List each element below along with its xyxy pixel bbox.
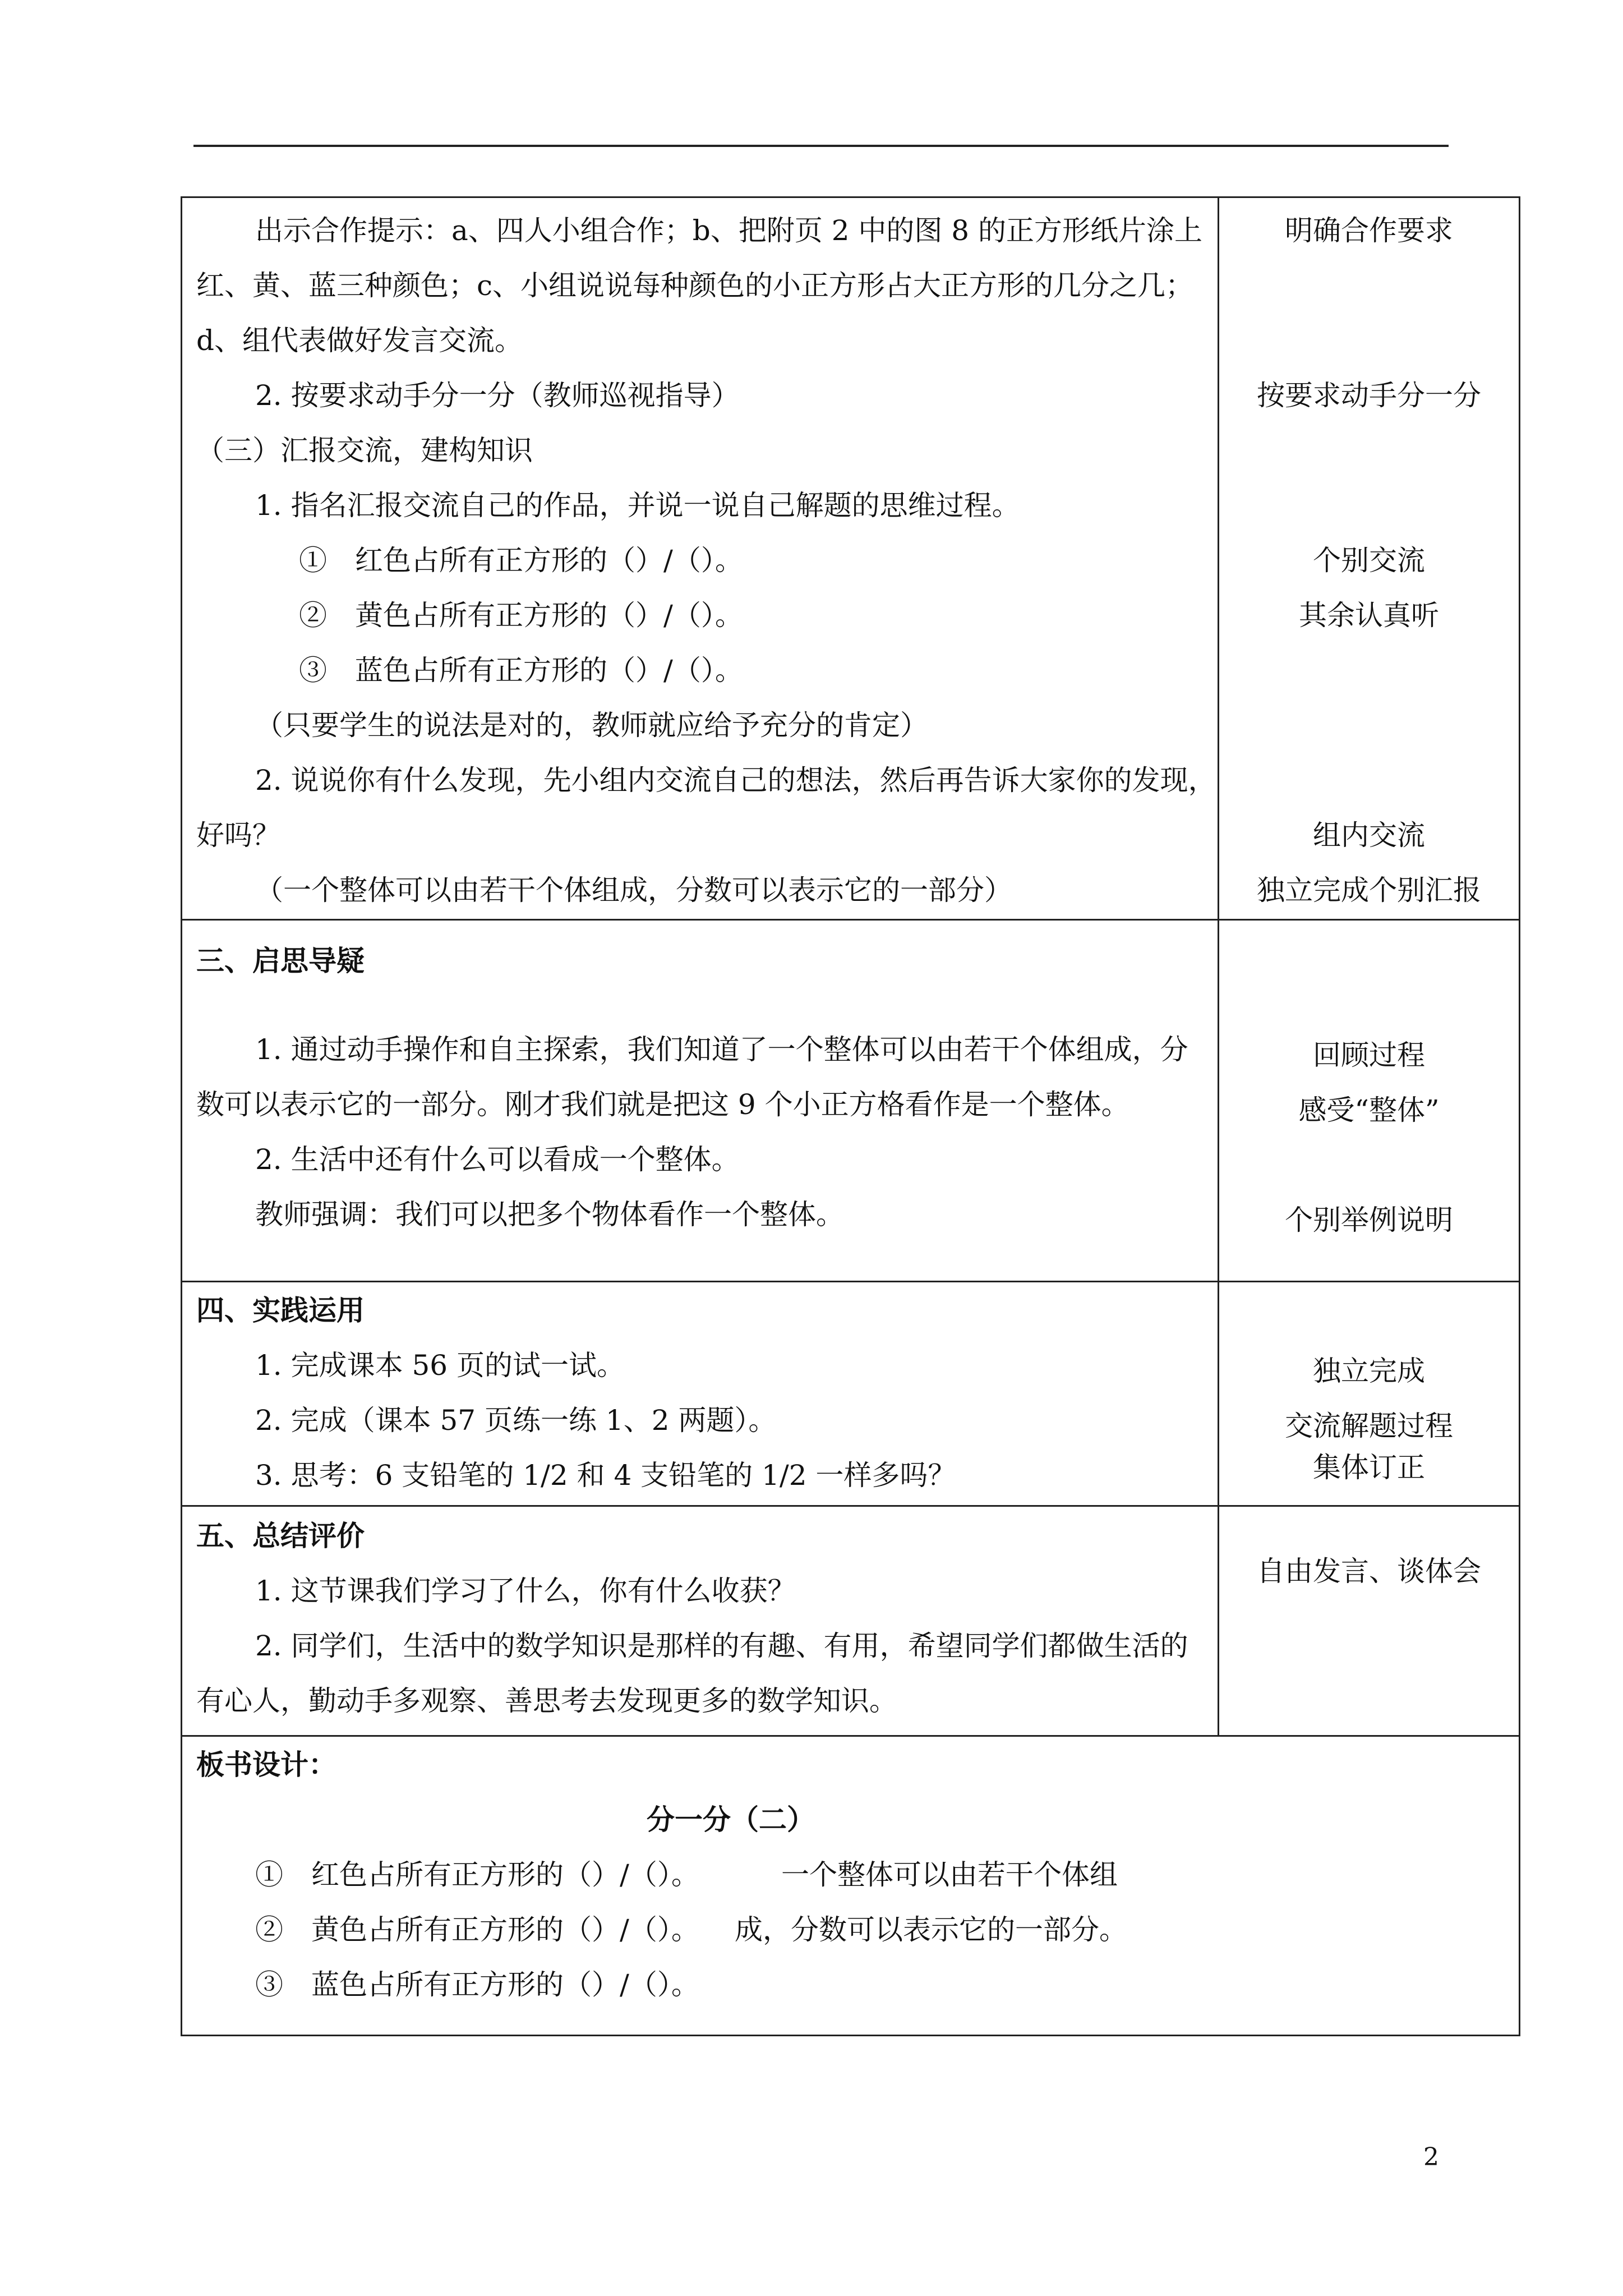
board-item: ① 红色占所有正方形的（）/（）。 — [255, 1858, 699, 1891]
activity-line: 组内交流 — [1313, 819, 1425, 852]
content-line: 红、黄、蓝三种颜色；c、小组说说每种颜色的小正方形占大正方形的几分之几； — [196, 269, 1194, 302]
activity-line: 按要求动手分一分 — [1257, 379, 1481, 412]
content-line: （一个整体可以由若干个体组成，分数可以表示它的一部分） — [255, 874, 1012, 907]
content-line: 3. 思考：6 支铅笔的 1/2 和 4 支铅笔的 1/2 一样多吗？ — [255, 1459, 956, 1492]
row-summary-content — [182, 1507, 1219, 1735]
activity-line: 感受“整体” — [1298, 1094, 1440, 1126]
activity-line: 其余认真听 — [1299, 599, 1439, 632]
activity-line: 个别举例说明 — [1285, 1204, 1453, 1236]
activity-line: 个别交流 — [1313, 544, 1425, 577]
content-line: ② 黄色占所有正方形的（）/（）。 — [299, 599, 743, 632]
row-cooperation — [182, 198, 1519, 919]
row-practice-activity — [1219, 1282, 1519, 1505]
content-line: 2. 生活中还有什么可以看成一个整体。 — [255, 1143, 740, 1176]
section-subheading: （三）汇报交流，建构知识 — [196, 434, 533, 467]
content-line: 1. 完成课本 56 页的试一试。 — [255, 1349, 625, 1382]
content-line: 1. 通过动手操作和自主探索，我们知道了一个整体可以由若干个体组成，分 — [255, 1033, 1188, 1066]
row-cooperation-content — [182, 198, 1219, 919]
board-design — [182, 1737, 1519, 2035]
content-line: 1. 指名汇报交流自己的作品，并说一说自己解题的思维过程。 — [255, 489, 1020, 522]
activity-line: 集体订正 — [1313, 1451, 1425, 1484]
board-item: ③ 蓝色占所有正方形的（）/（）。 — [255, 1968, 699, 2001]
row-cooperation-activity — [1219, 198, 1519, 919]
section-heading: 五、总结评价 — [196, 1519, 365, 1552]
section-heading: 三、启思导疑 — [196, 944, 365, 977]
board-summary-line: 一个整体可以由若干个体组 — [781, 1858, 1118, 1891]
row-guidance-activity — [1219, 921, 1519, 1281]
row-summary-activity — [1219, 1507, 1519, 1735]
row-summary — [182, 1505, 1519, 1735]
activity-line: 独立完成 — [1313, 1355, 1425, 1387]
row-practice-content — [182, 1282, 1219, 1505]
content-line: 1. 这节课我们学习了什么，你有什么收获？ — [255, 1575, 796, 1607]
activity-line: 回顾过程 — [1313, 1039, 1425, 1071]
content-line: 好吗？ — [196, 819, 280, 852]
content-line: 出示合作提示：a、四人小组合作；b、把附页 2 中的图 8 的正方形纸片涂上 — [255, 214, 1203, 247]
row-practice — [182, 1281, 1519, 1505]
content-line: 2. 按要求动手分一分（教师巡视指导） — [255, 379, 740, 412]
row-guidance — [182, 919, 1519, 1281]
row-guidance-content — [182, 921, 1219, 1281]
activity-line: 自由发言、谈体会 — [1257, 1555, 1481, 1588]
header-rule — [193, 145, 1449, 147]
activity-line: 独立完成个别汇报 — [1257, 874, 1481, 907]
activity-line: 交流解题过程 — [1285, 1410, 1453, 1442]
row-board-design — [182, 1735, 1519, 2035]
content-line: 2. 完成（课本 57 页练一练 1、2 两题）。 — [255, 1404, 777, 1437]
content-line: 2. 同学们，生活中的数学知识是那样的有趣、有用，希望同学们都做生活的 — [255, 1630, 1188, 1662]
page-number: 2 — [1423, 2143, 1439, 2171]
board-summary-line: 成，分数可以表示它的一部分。 — [735, 1913, 1127, 1946]
content-line: d、组代表做好发言交流。 — [196, 324, 523, 357]
content-line: 教师强调：我们可以把多个物体看作一个整体。 — [255, 1198, 844, 1231]
section-heading: 四、实践运用 — [196, 1294, 365, 1327]
board-item: ② 黄色占所有正方形的（）/（）。 — [255, 1913, 699, 1946]
board-heading: 板书设计： — [196, 1748, 336, 1781]
content-line: ① 红色占所有正方形的（）/（）。 — [299, 544, 743, 577]
content-line: 有心人，勤动手多观察、善思考去发现更多的数学知识。 — [196, 1685, 897, 1717]
board-title: 分一分（二） — [647, 1803, 815, 1836]
content-line: ③ 蓝色占所有正方形的（）/（）。 — [299, 654, 743, 687]
content-line: （只要学生的说法是对的，教师就应给予充分的肯定） — [255, 709, 928, 742]
activity-line: 明确合作要求 — [1285, 214, 1453, 247]
content-line: 数可以表示它的一部分。刚才我们就是把这 9 个小正方格看作是一个整体。 — [196, 1088, 1129, 1121]
content-line: 2. 说说你有什么发现，先小组内交流自己的想法，然后再告诉大家你的发现， — [255, 764, 1216, 797]
lesson-plan-table — [181, 196, 1520, 2036]
